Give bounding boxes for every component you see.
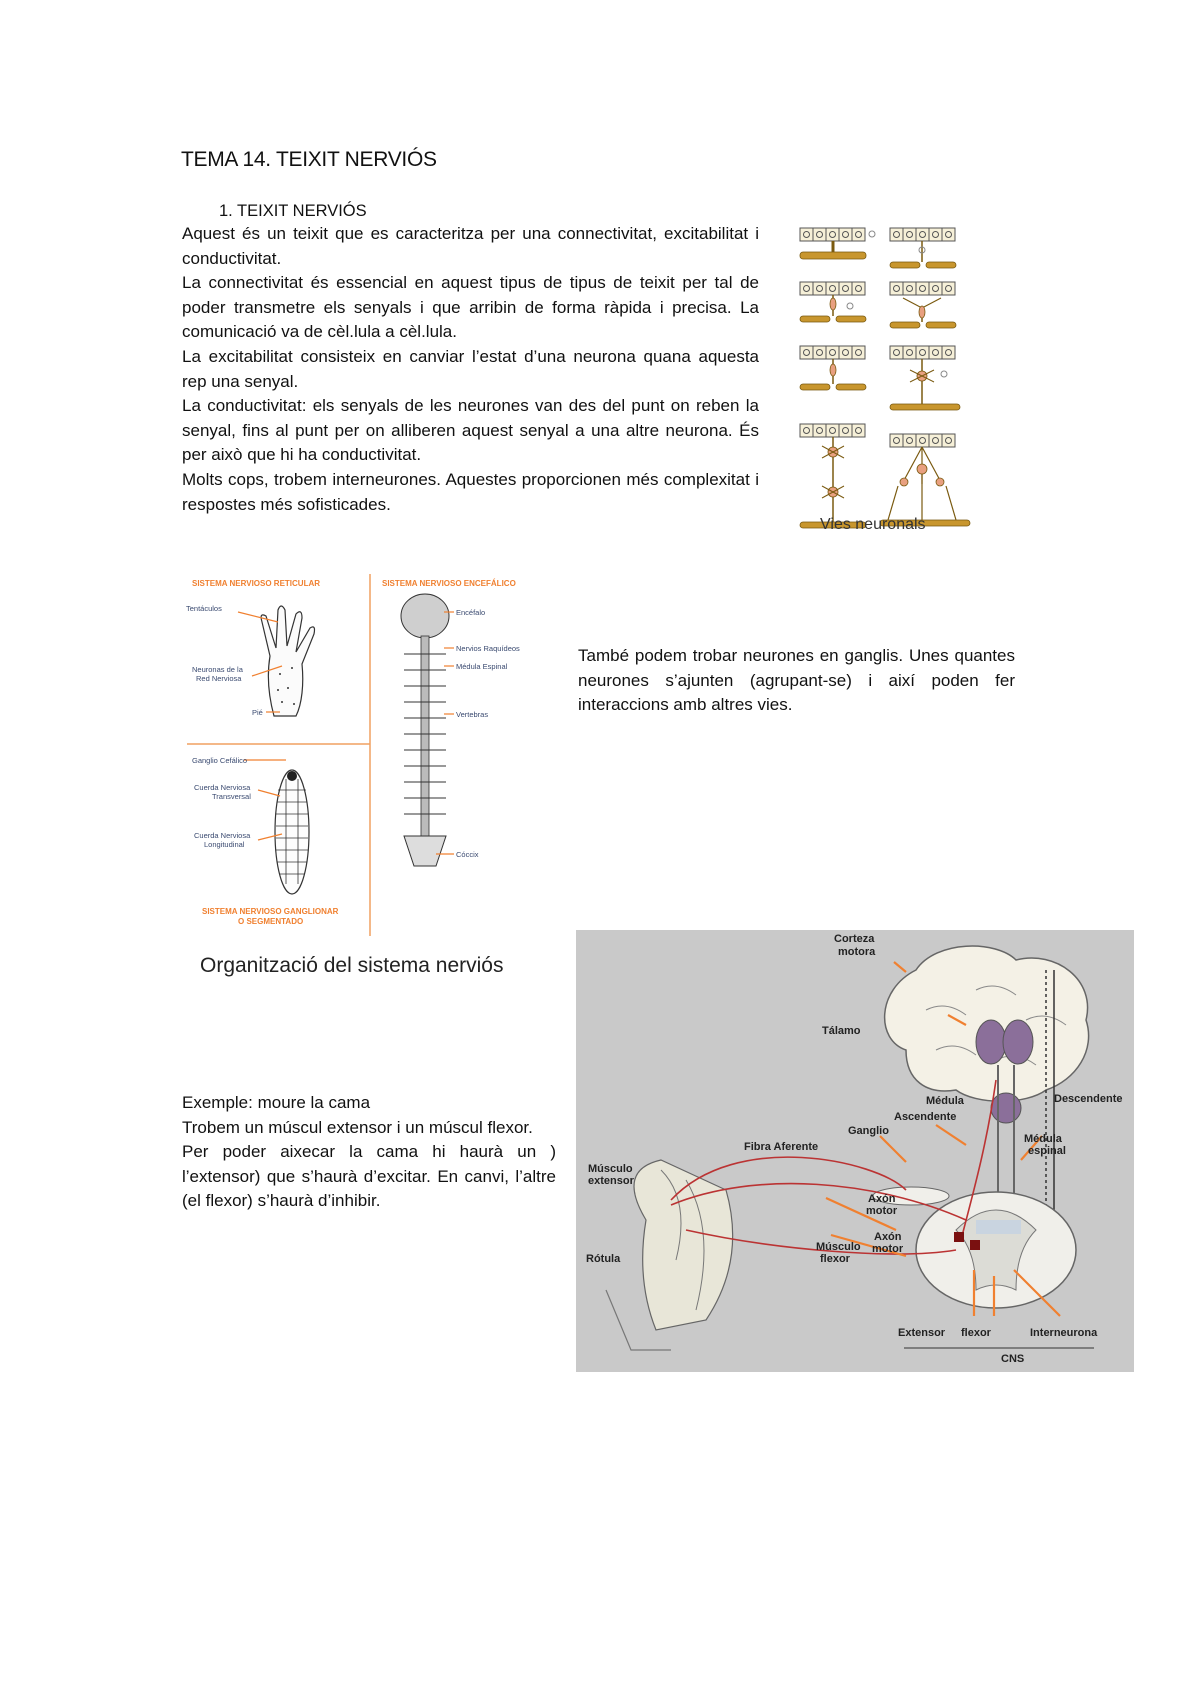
label-axon-motor-1a: Axón xyxy=(868,1193,896,1205)
label-musculo-flexor-2: flexor xyxy=(820,1253,850,1265)
label-descendente: Descendente xyxy=(1054,1093,1123,1105)
label-cuerda-long-1: Cuerda Nerviosa xyxy=(194,831,251,840)
paragraph: La connectivitat és essencial en aquest tipus de tipus de teixit per tal de poder transmetre els senyals i que arribin de forma ràpida i precisa. La comunicació va de cèl.lula a cèl.lula. xyxy=(182,273,759,342)
neural-pathways-illustration xyxy=(798,224,978,544)
paragraph: La conductivitat: els senyals de les neurones van des del punt on reben la senyal, fins al punt per on alliberen aquest senyal a una altre neurona. És per això que hi ha conductivitat. xyxy=(182,396,759,465)
label-talamo: Tálamo xyxy=(822,1025,861,1037)
label-musculo-extensor-2: extensor xyxy=(588,1175,634,1187)
organitzacio-caption: Organització del sistema nerviós xyxy=(200,954,504,977)
label-musculo-flexor-1: Músculo xyxy=(816,1241,861,1253)
label-cuerda-trans-2: Transversal xyxy=(212,792,251,801)
label-vertebras: Vertebras xyxy=(456,710,489,719)
label-medula: Médula xyxy=(926,1095,964,1107)
label-medula: Médula Espinal xyxy=(456,662,508,671)
vies-neuronals-figure xyxy=(798,224,978,544)
paragraph: Molts cops, trobem interneurones. Aquestes proporcionen més complexitat i respostes més sofisticades. xyxy=(182,469,759,514)
paragraph: Trobem un múscul extensor i un múscul flexor. xyxy=(182,1117,533,1137)
ganglionar-heading-line1: SISTEMA NERVIOSO GANGLIONAR xyxy=(202,907,339,916)
vies-neuronals-caption: Vies neuronals xyxy=(820,516,926,533)
paragraph: Aquest és un teixit que es caracteritza per una connectivitat, excitabilitat i conductivitat. xyxy=(182,224,759,268)
label-neuronas-2: Red Nerviosa xyxy=(196,674,242,683)
ganglis-text xyxy=(578,644,1015,718)
label-ganglio-cefalico: Ganglio Cefálico xyxy=(192,756,248,765)
organitzacio-figure xyxy=(182,564,562,984)
reflex-arc-figure xyxy=(576,930,1134,1372)
label-pie: Pié xyxy=(252,708,263,717)
label-interneurona: Interneurona xyxy=(1030,1327,1098,1339)
label-corteza-2: motora xyxy=(838,946,876,958)
label-tentaculos: Tentáculos xyxy=(186,604,222,613)
label-ascendente: Ascendente xyxy=(894,1111,957,1123)
page-title: TEMA 14. TEIXIT NERVIÓS xyxy=(181,148,437,171)
label-corteza-1: Corteza xyxy=(834,933,875,945)
ganglionar-heading-line2: O SEGMENTADO xyxy=(238,917,304,926)
label-cns: CNS xyxy=(1001,1353,1025,1365)
label-ganglio: Ganglio xyxy=(848,1125,889,1137)
label-encefalo: Encéfalo xyxy=(456,608,486,617)
label-medula-espinal-2: espinal xyxy=(1028,1145,1066,1157)
exemple-text xyxy=(182,1091,556,1214)
label-extensor: Extensor xyxy=(898,1327,946,1339)
intro-text xyxy=(182,222,759,517)
label-medula-espinal-1: Médula xyxy=(1024,1133,1062,1145)
paragraph: També podem trobar neurones en ganglis. Unes quantes neurones s’ajunten (agrupant-se) i així poden fer interaccions amb altres vies. xyxy=(578,646,1015,715)
label-axon-motor-2a: Axón xyxy=(874,1231,902,1243)
paragraph: La excitabilitat consisteix en canviar l’estat d’una neurona quana aquesta rep una senyal. xyxy=(182,346,759,391)
reticular-heading: SISTEMA NERVIOSO RETICULAR xyxy=(192,579,321,588)
label-fibra-aferente: Fibra Aferente xyxy=(744,1141,819,1153)
nervous-system-types-illustration xyxy=(182,564,562,944)
paragraph: Exemple: moure la cama xyxy=(182,1093,371,1112)
encefalico-heading: SISTEMA NERVIOSO ENCEFÁLICO xyxy=(382,579,516,588)
label-rotula: Rótula xyxy=(586,1253,621,1265)
label-coccix: Cóccix xyxy=(456,850,479,859)
label-musculo-extensor-1: Músculo xyxy=(588,1163,633,1175)
label-cuerda-trans-1: Cuerda Nerviosa xyxy=(194,783,251,792)
label-flexor: flexor xyxy=(961,1327,991,1339)
label-axon-motor-1b: motor xyxy=(866,1205,898,1217)
label-axon-motor-2b: motor xyxy=(872,1243,904,1255)
label-nervios: Nervios Raquídeos xyxy=(456,644,520,653)
reflex-arc-illustration xyxy=(576,930,1134,1372)
section-heading: 1. TEIXIT NERVIÓS xyxy=(219,202,367,220)
label-cuerda-long-2: Longitudinal xyxy=(204,840,245,849)
label-neuronas-1: Neuronas de la xyxy=(192,665,243,674)
paragraph: Per poder aixecar la cama hi haurà un ) l’extensor) que s’haurà d’excitar. En canvi, l’altre (el flexor) s’haurà d’inhibir. xyxy=(182,1142,556,1211)
